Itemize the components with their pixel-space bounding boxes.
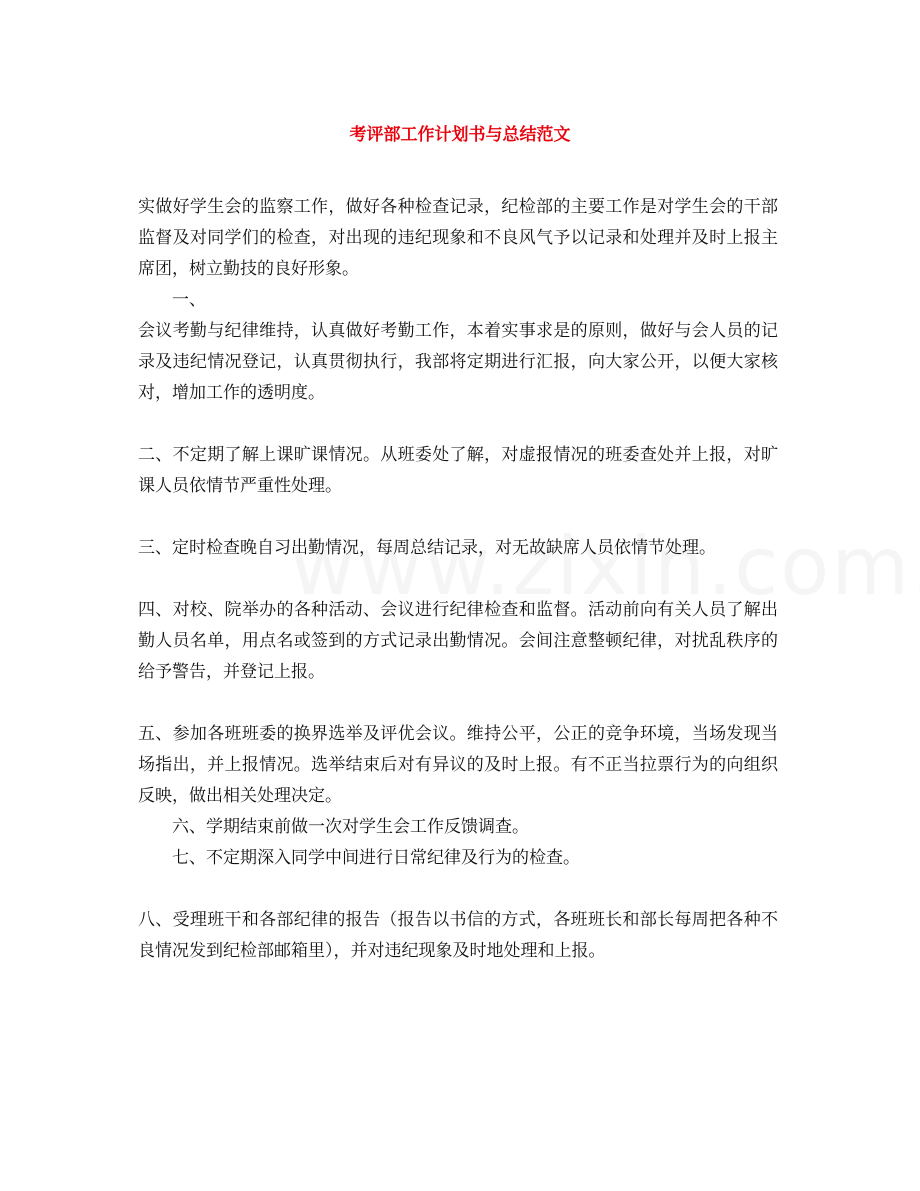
spacer	[138, 874, 778, 905]
paragraph-section-6: 六、学期结束前做一次对学生会工作反馈调查。	[172, 817, 529, 837]
paragraph-section-1: 会议考勤与纪律维持，认真做好考勤工作，本着实事求是的原则，做好与会人员的记录及违纪情况登记，认真贯彻执行，我部将定期进行汇报，向大家公开，以便大家核对，增加工作的透明度。	[138, 321, 778, 403]
paragraph-section-7: 七、不定期深入同学中间进行日常纪律及行为的检查。	[172, 848, 580, 868]
paragraph-section-2: 二、不定期了解上课旷课情况。从班委处了解，对虚报情况的班委查处并上报，对旷课人员依情节严重性处理。	[138, 445, 778, 496]
document-body	[138, 192, 778, 967]
spacer	[138, 688, 778, 719]
paragraph-section-4: 四、对校、院举办的各种活动、会议进行纪律检查和监督。活动前向有关人员了解出勤人员名单，用点名或签到的方式记录出勤情况。会间注意整顿纪律，对扰乱秩序的给予警告，并登记上报。	[138, 600, 778, 682]
spacer	[138, 409, 778, 440]
document-title: 考评部工作计划书与总结范文	[349, 125, 571, 145]
paragraph-intro: 实做好学生会的监察工作，做好各种检查记录，纪检部的主要工作是对学生会的干部监督及对同学们的检查，对出现的违纪现象和不良风气予以记录和处理并及时上报主席团，树立勤技的良好形象。	[138, 197, 778, 279]
spacer	[138, 502, 778, 533]
spacer	[138, 564, 778, 595]
paragraph-section-5: 五、参加各班班委的换界选举及评优会议。维持公平，公正的竞争环境，当场发现当场指出，并上报情况。选举结束后对有异议的及时上报。有不正当拉票行为的向组织反映，做出相关处理决定。	[138, 724, 778, 806]
paragraph-section-1-heading: 一、	[172, 290, 206, 310]
paragraph-section-3: 三、定时检查晚自习出勤情况，每周总结记录，对无故缺席人员依情节处理。	[138, 538, 716, 558]
paragraph-section-8: 八、受理班干和各部纪律的报告（报告以书信的方式，各班班长和部长每周把各种不良情况发到纪检部邮箱里），并对违纪现象及时地处理和上报。	[138, 910, 778, 961]
